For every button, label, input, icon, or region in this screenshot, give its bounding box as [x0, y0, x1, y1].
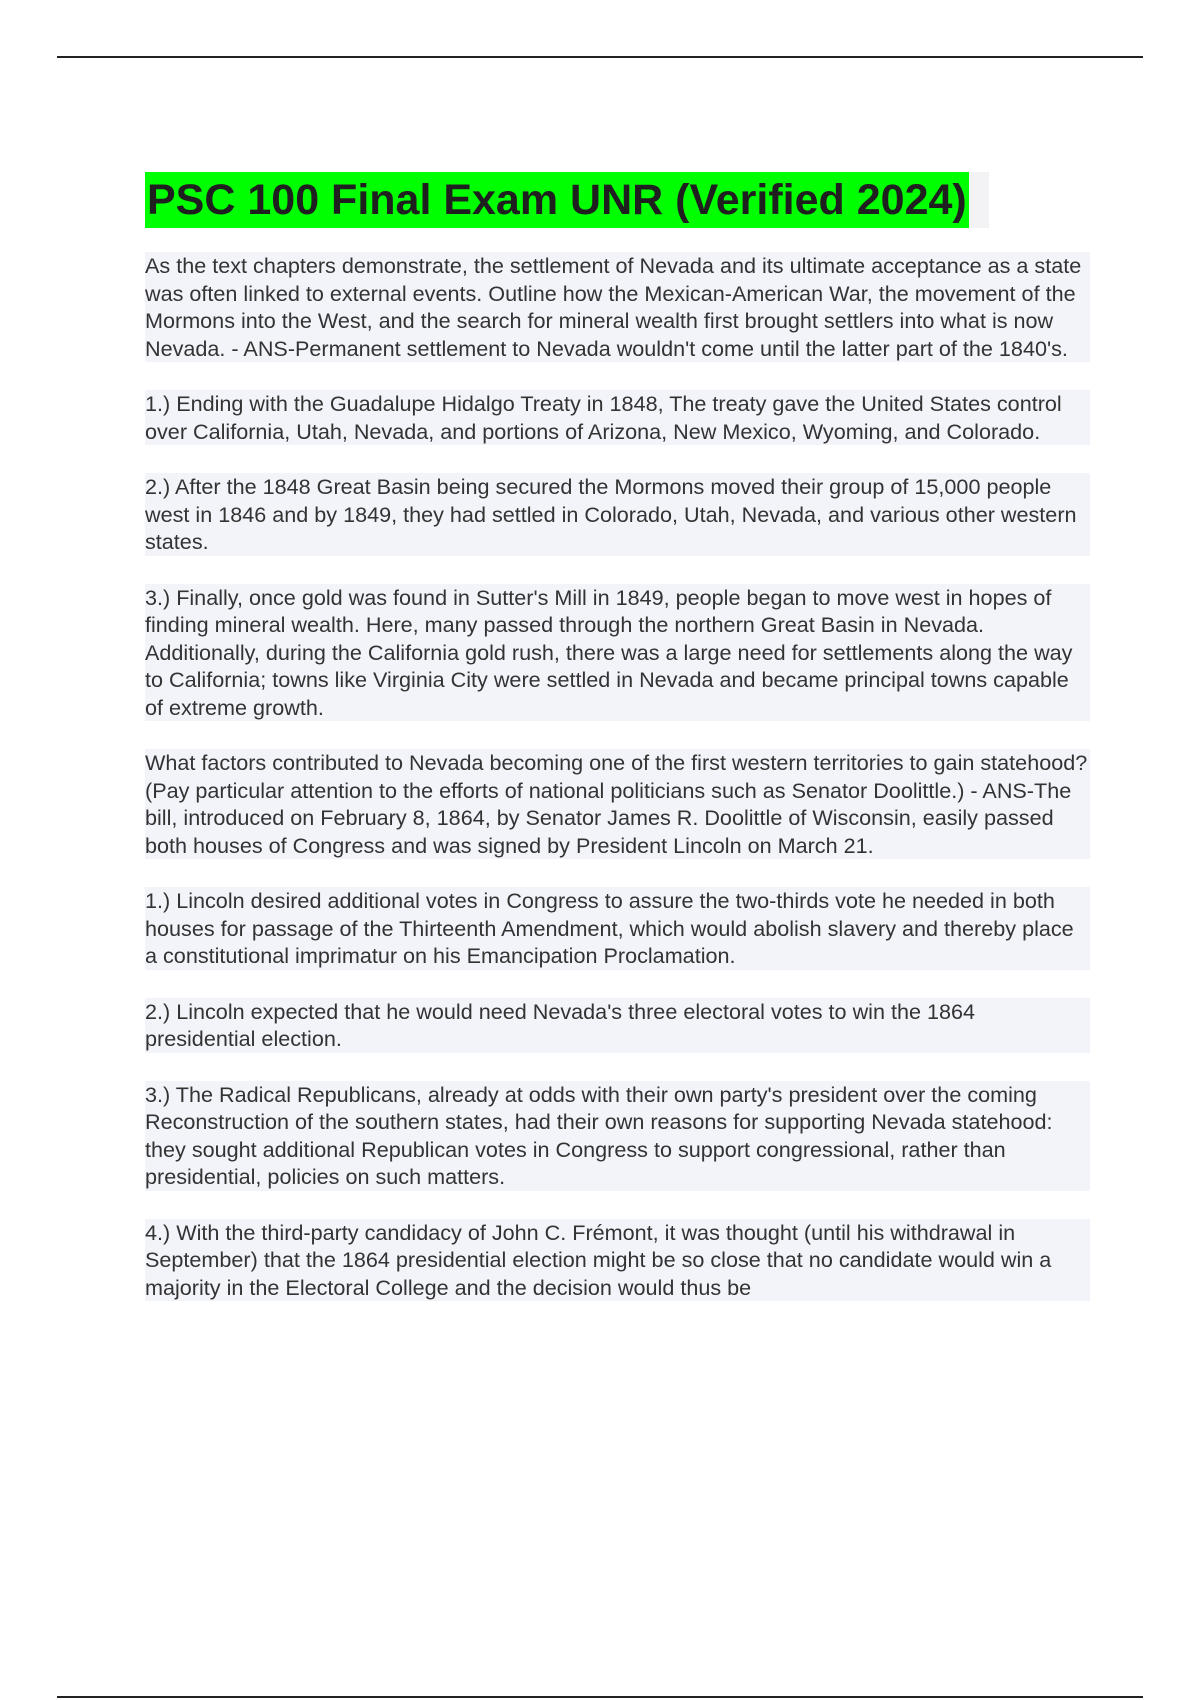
document-body: [145, 172, 1090, 1301]
answer-2-point-4: 4.) With the third-party candidacy of John C. Frémont, it was thought (until his withdrawal in September) that the 1864 presidential election might be so close that no candidate would win a majority in the Electoral College and the decision would thus be: [145, 1219, 1090, 1302]
answer-1-point-1: 1.) Ending with the Guadalupe Hidalgo Treaty in 1848, The treaty gave the United States control over California, Utah, Nevada, and portions of Arizona, New Mexico, Wyoming, and Colorado.: [145, 390, 1090, 445]
footer-rule: [57, 1696, 1143, 1698]
document-title: PSC 100 Final Exam UNR (Verified 2024): [145, 172, 969, 228]
answer-2-point-3: 3.) The Radical Republicans, already at odds with their own party's president over the coming Reconstruction of the southern states, had their own reasons for supporting Nevada statehood: they sought additional Republican votes in Congress to support congressional, rather than presidential, policies on such matters.: [145, 1081, 1090, 1191]
answer-1-point-3: 3.) Finally, once gold was found in Sutter's Mill in 1849, people began to move west in hopes of finding mineral wealth. Here, many passed through the northern Great Basin in Nevada. Additionally, during the California gold rush, there was a large need for settlements along the way to California; towns like Virginia City were settled in Nevada and became principal towns capable of extreme growth.: [145, 584, 1090, 722]
answer-2-point-1: 1.) Lincoln desired additional votes in Congress to assure the two-thirds vote he needed in both houses for passage of the Thirteenth Amendment, which would abolish slavery and thereby place a constitutional imprimatur on his Emancipation Proclamation.: [145, 887, 1090, 970]
question-2-paragraph: What factors contributed to Nevada becoming one of the first western territories to gain statehood? (Pay particular attention to the efforts of national politicians such as Senator Doolittle.) - ANS-The bill, introduced on February 8, 1864, by Senator James R. Doolittle of Wisconsin, easily passed both houses of Congress and was signed by President Lincoln on March 21.: [145, 749, 1090, 859]
header-rule: [57, 56, 1143, 58]
answer-2-point-2: 2.) Lincoln expected that he would need Nevada's three electoral votes to win the 1864 presidential election.: [145, 998, 1090, 1053]
question-1-paragraph: As the text chapters demonstrate, the settlement of Nevada and its ultimate acceptance as a state was often linked to external events. Outline how the Mexican-American War, the movement of the Mormons into the West, and the search for mineral wealth first brought settlers into what is now Nevada. - ANS-Permanent settlement to Nevada wouldn't come until the latter part of the 1840's.: [145, 252, 1090, 362]
answer-1-point-2: 2.) After the 1848 Great Basin being secured the Mormons moved their group of 15,000 people west in 1846 and by 1849, they had settled in Colorado, Utah, Nevada, and various other western states.: [145, 473, 1090, 556]
